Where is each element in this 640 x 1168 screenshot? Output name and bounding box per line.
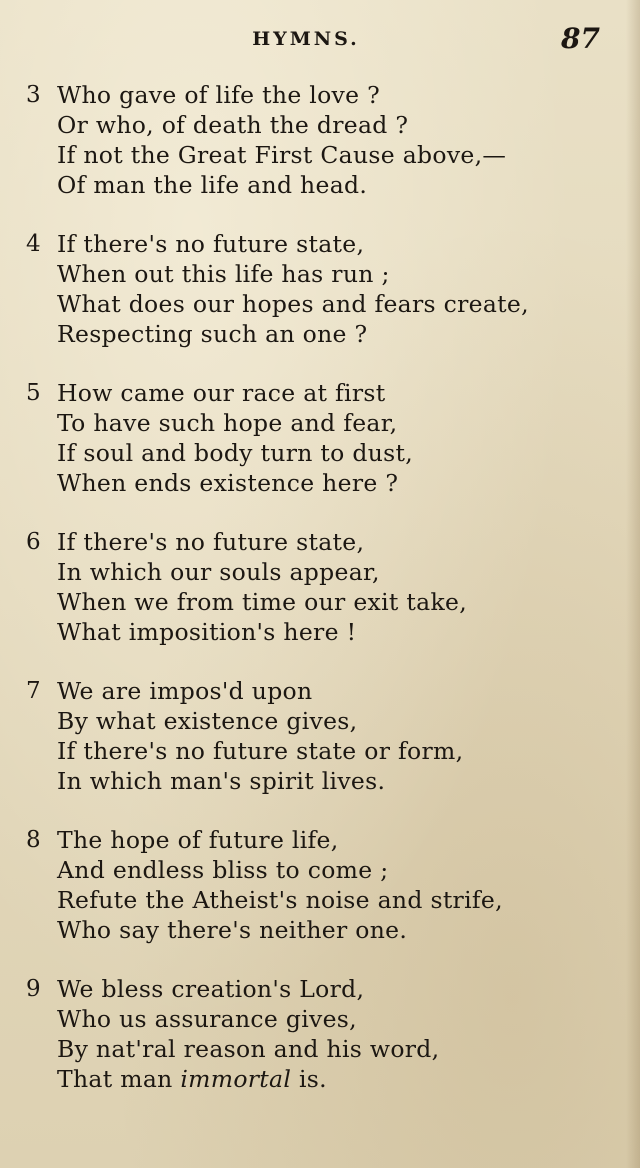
verse-line: And endless bliss to come ; bbox=[57, 856, 389, 884]
verse-text: is. bbox=[291, 1065, 327, 1093]
verse-line: In which our souls appear, bbox=[57, 558, 380, 586]
verse-line: If there's no future state, bbox=[57, 528, 365, 556]
verse-line: What does our hopes and fears create, bbox=[57, 290, 529, 318]
hymn-text bbox=[26, 80, 626, 1123]
verse-line: The hope of future life, bbox=[57, 826, 339, 854]
verse-line: Who gave of life the love ? bbox=[57, 81, 381, 109]
verse-line: When out this life has run ; bbox=[57, 260, 390, 288]
verse-line: In which man's spirit lives. bbox=[57, 767, 386, 795]
verse-line: By nat'ral reason and his word, bbox=[57, 1035, 440, 1063]
verse-line: When we from time our exit take, bbox=[57, 588, 467, 616]
verse-line: Who say there's neither one. bbox=[57, 916, 408, 944]
verse-line: Or who, of death the dread ? bbox=[57, 111, 409, 139]
verse-line: If there's no future state or form, bbox=[57, 737, 464, 765]
verse-line: If there's no future state, bbox=[57, 230, 365, 258]
verse-line: To have such hope and fear, bbox=[57, 409, 398, 437]
stanza-5 bbox=[26, 378, 626, 498]
italic-word: immortal bbox=[180, 1065, 292, 1093]
verse-line: What imposition's here ! bbox=[57, 618, 357, 646]
stanza-9 bbox=[26, 974, 626, 1094]
stanza-number: 7 bbox=[26, 678, 41, 704]
verse-line: Who us assurance gives, bbox=[57, 1005, 357, 1033]
stanza-3 bbox=[26, 80, 626, 200]
verse-line: We are impos'd upon bbox=[57, 677, 313, 705]
verse-line: Refute the Atheist's noise and strife, bbox=[57, 886, 503, 914]
stanza-number: 9 bbox=[26, 976, 41, 1002]
stanza-7 bbox=[26, 676, 626, 796]
verse-line: If not the Great First Cause above,— bbox=[57, 141, 507, 169]
stanza-8 bbox=[26, 825, 626, 945]
stanza-number: 5 bbox=[26, 380, 41, 406]
stanza-number: 8 bbox=[26, 827, 41, 853]
verse-line: When ends existence here ? bbox=[57, 469, 399, 497]
verse-line: Respecting such an one ? bbox=[57, 320, 368, 348]
verse-line: How came our race at first bbox=[57, 379, 386, 407]
page-number: 87 bbox=[561, 22, 600, 55]
verse-text: That man bbox=[57, 1065, 181, 1093]
verse-line: By what existence gives, bbox=[57, 707, 358, 735]
verse-line: Of man the life and head. bbox=[57, 171, 368, 199]
page-edge-shadow bbox=[626, 0, 640, 1168]
stanza-number: 3 bbox=[26, 82, 41, 108]
running-head: HYMNS. bbox=[252, 28, 360, 50]
stanza-number: 6 bbox=[26, 529, 41, 555]
stanza-6 bbox=[26, 527, 626, 647]
stanza-4 bbox=[26, 229, 626, 349]
verse-line-last bbox=[26, 1064, 626, 1094]
stanza-number: 4 bbox=[26, 231, 41, 257]
verse-line: We bless creation's Lord, bbox=[57, 975, 365, 1003]
verse-line: If soul and body turn to dust, bbox=[57, 439, 414, 467]
